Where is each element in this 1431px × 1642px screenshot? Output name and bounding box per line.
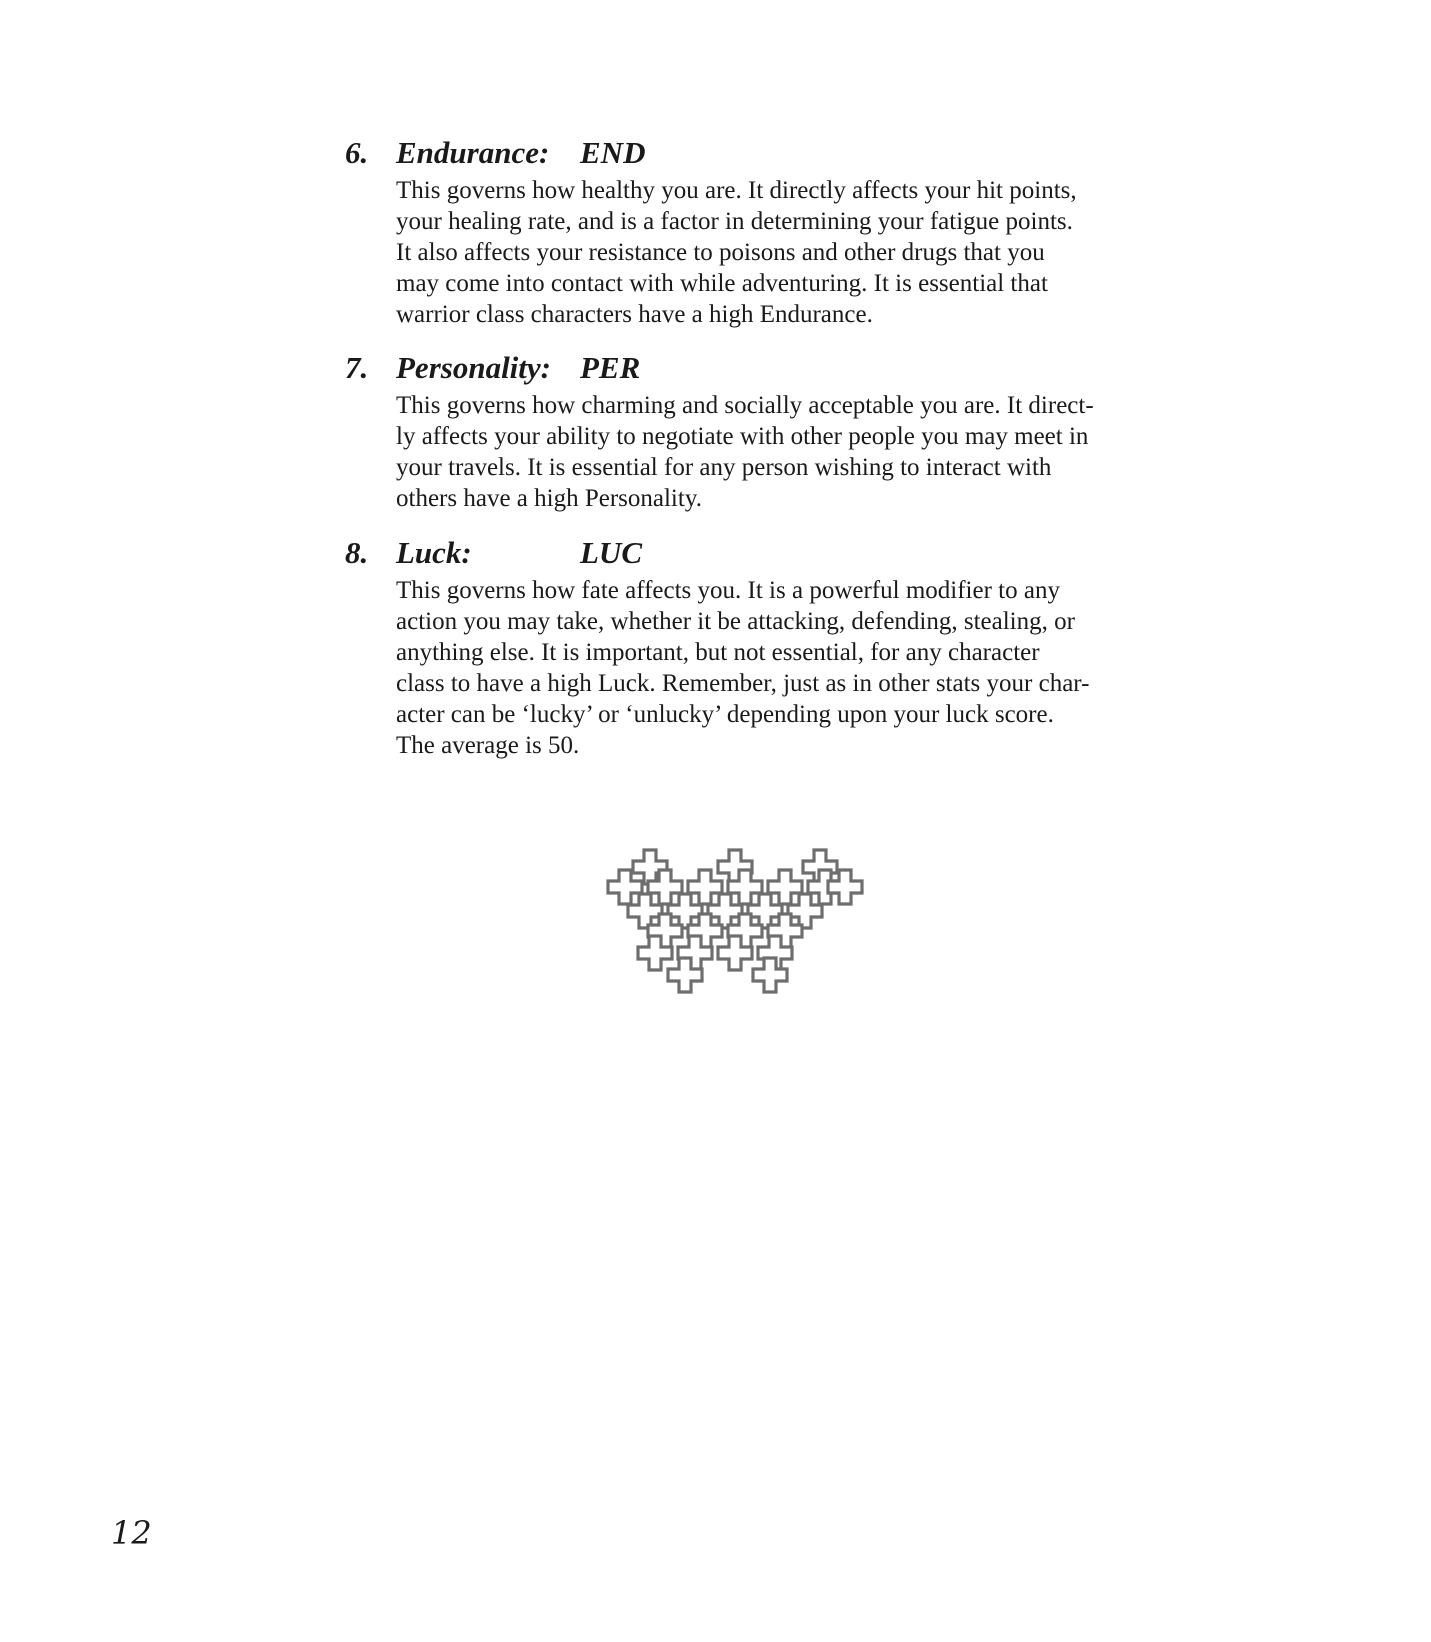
text-line: others have a high Personality. [396,485,702,512]
text-line: This governs how healthy you are. It directly affects your hit points, [396,177,1077,204]
text-line: class to have a high Luck. Remember, just as in other stats your char- [396,670,1090,697]
text-line: warrior class characters have a high Endurance. [396,301,873,328]
stat-heading [345,346,1175,390]
text-line: your travels. It is essential for any person wishing to interact with [396,454,1052,481]
stat-section-luck [345,531,1175,761]
stat-abbreviation: PER [580,350,641,385]
cross-shape [708,894,742,928]
stat-description [396,390,1166,514]
stat-abbreviation: LUC [580,535,642,570]
stat-name: Endurance: [396,135,550,170]
cross-shape [628,894,662,928]
stat-description [396,175,1166,330]
stat-name: Luck: [396,535,472,570]
text-line: This governs how fate affects you. It is a powerful modifier to any [396,577,1060,604]
stat-number: 6. [345,135,369,170]
stat-description [396,575,1166,761]
text-line: The average is 50. [396,732,580,759]
stat-abbreviation: END [580,135,646,170]
text-line: It also affects your resistance to poisons and other drugs that you [396,239,1045,266]
cross-shape [788,894,822,928]
text-line: your healing rate, and is a factor in determining your fatigue points. [396,208,1073,235]
stat-section-endurance [345,131,1175,330]
stat-number: 7. [345,350,369,385]
stat-number: 8. [345,535,369,570]
text-line: anything else. It is important, but not essential, for any character [396,639,1040,666]
cross-shape [768,870,802,904]
stat-heading [345,531,1175,575]
text-line: action you may take, whether it be attacking, defending, stealing, or [396,608,1075,635]
stat-section-personality [345,346,1175,514]
cross-pattern-ornament-icon [605,843,865,1003]
stat-heading [345,131,1175,175]
cross-shape [688,870,722,904]
page-number: 12 [111,1514,152,1552]
cross-shape [608,870,642,904]
cross-shape [668,894,702,928]
text-line: acter can be ‘lucky’ or ‘unlucky’ depending upon your luck score. [396,701,1054,728]
stat-name: Personality: [396,350,551,385]
text-line: This governs how charming and socially acceptable you are. It direct- [396,392,1094,419]
text-line: ly affects your ability to negotiate with other people you may meet in [396,423,1089,450]
text-line: may come into contact with while adventuring. It is essential that [396,270,1048,297]
cross-shape [828,870,862,904]
cross-shape [748,894,782,928]
